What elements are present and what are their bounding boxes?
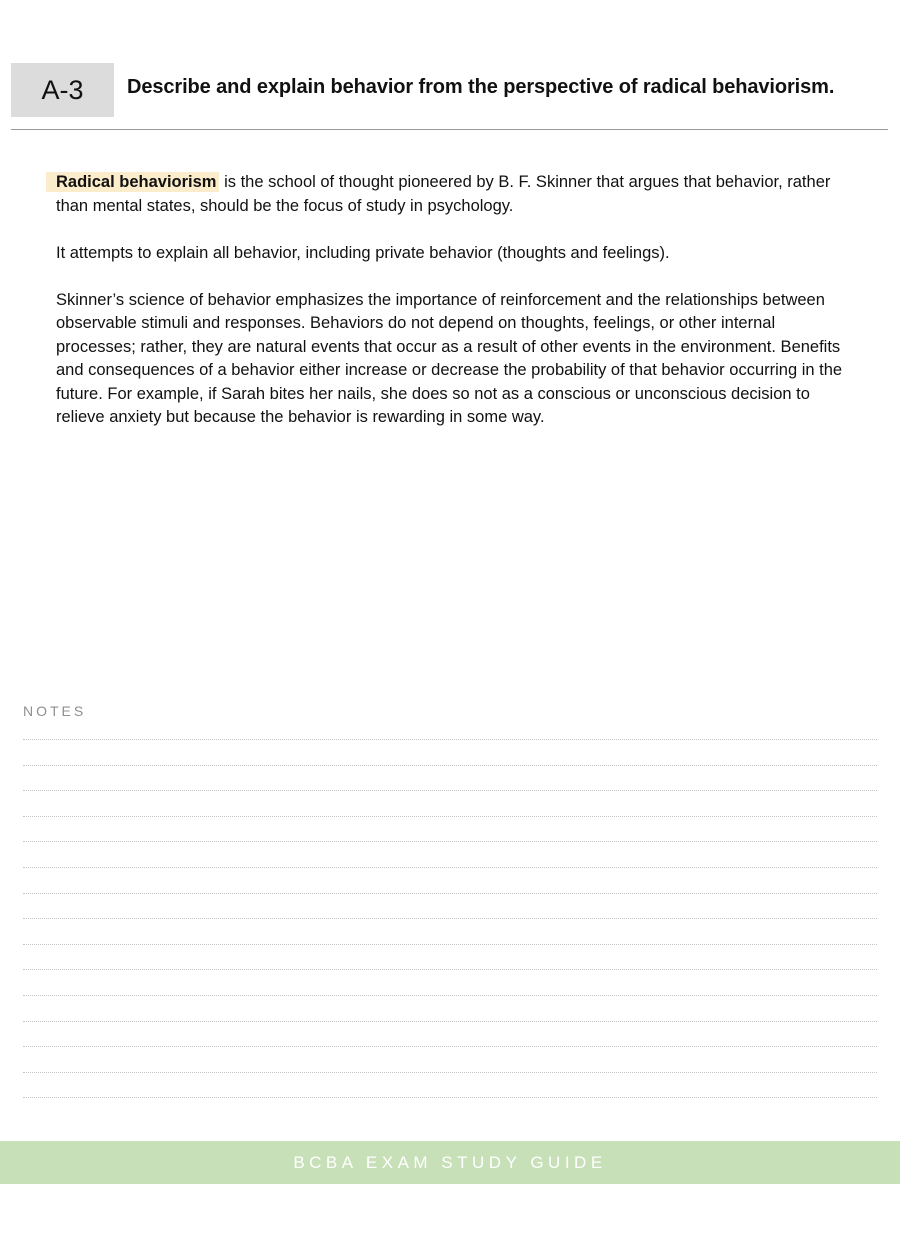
note-line [23, 893, 877, 919]
objective-code: A-3 [41, 74, 84, 105]
note-line [23, 944, 877, 970]
header-divider [11, 129, 888, 130]
objective-code-badge [11, 63, 114, 117]
highlighted-term: Radical behaviorism [46, 172, 219, 192]
note-line [23, 739, 877, 765]
note-line [23, 1097, 877, 1123]
notes-area [23, 739, 877, 1123]
definition-text: is the school of thought pioneered by B. F. Skinner that argues that behavior, rather than mental states, should be the focus of study in psychology. [56, 173, 831, 215]
note-line [23, 969, 877, 995]
footer-title: BCBA EXAM STUDY GUIDE [293, 1152, 607, 1172]
note-line [23, 790, 877, 816]
note-line [23, 995, 877, 1021]
notes-label: NOTES [23, 703, 87, 719]
note-line [23, 867, 877, 893]
footer-band [0, 1141, 900, 1184]
objective-title: Describe and explain behavior from the perspective of radical behaviorism. [127, 76, 835, 98]
note-line [23, 841, 877, 867]
content-body [56, 171, 856, 453]
note-line [23, 1046, 877, 1072]
paragraph-definition [56, 171, 856, 218]
paragraph-scope: It attempts to explain all behavior, including private behavior (thoughts and feelings). [56, 243, 670, 262]
note-line [23, 1072, 877, 1098]
note-line [23, 1021, 877, 1047]
paragraph-skinner: Skinner’s science of behavior emphasizes the importance of reinforcement and the relationships between observable stimuli and responses. Behaviors do not depend on thoughts, feelings, or other internal processes; rather, they are natural events that occur as a result of other events in the environment. Benefits and consequences of a behavior either increase or decrease the probability of that behavior occurring in the future. For example, if Sarah bites her nails, she does so not as a conscious or unconscious decision to relieve anxiety but because the behavior is rewarding in some way. [56, 290, 843, 426]
note-line [23, 918, 877, 944]
note-line [23, 816, 877, 842]
note-line [23, 765, 877, 791]
